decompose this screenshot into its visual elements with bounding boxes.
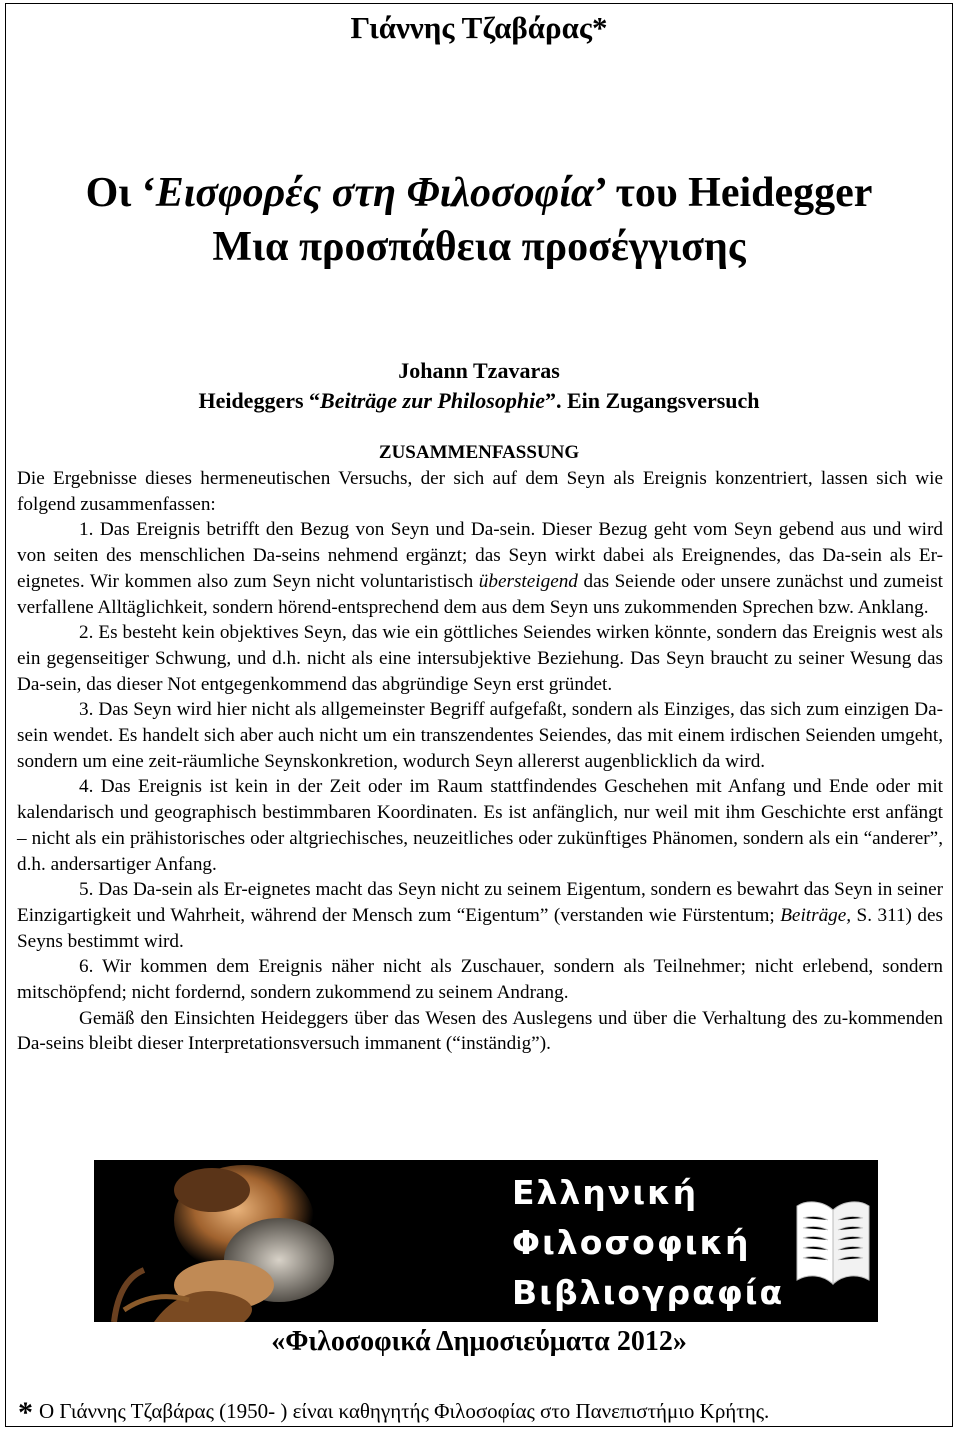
german-title	[6, 386, 952, 416]
title-suffix: ’ του Heidegger	[594, 170, 873, 216]
abstract-point-1	[17, 517, 943, 620]
point-1-text-b: das Seiende oder unsere zunächst und zumeist verfallene Alltäglichkeit, sondern hörend-entsprechend dem aus dem Seyn uns zukommenden Sprechen bzw. Anklang.	[17, 570, 943, 618]
abstract-point-5	[17, 877, 943, 954]
german-title-prefix: Heideggers “	[198, 388, 321, 413]
footnote-text: Ο Γιάννης Τζαβάρας (1950- ) είναι καθηγητής Φιλοσοφίας στο Πανεπιστήμιο Κρήτης.	[39, 1399, 770, 1423]
footnote-marker: *	[18, 1396, 33, 1429]
german-heading	[6, 356, 952, 416]
greek-title	[6, 166, 952, 274]
open-book-icon	[794, 1196, 872, 1288]
abstract-conclusion: Gemäß den Einsichten Heideggers über das Wesen des Auslegens und über die Verhaltung des zu-kommenden Da-seins bleibt dieser Interpretationsversuch immanent (“inständig”).	[17, 1007, 943, 1055]
banner-line-2: Φιλοσοφική	[512, 1223, 751, 1262]
author-greek: Γιάννης Τζαβάρας*	[350, 10, 608, 45]
banner-text	[512, 1168, 812, 1318]
bibliography-banner	[94, 1160, 878, 1322]
german-title-italic: Beiträge zur Philosophie	[320, 388, 545, 413]
point-5-text-a: 5. Das Da-sein als Er-eignetes macht das Seyn nicht zu seinem Eigentum, sondern es bewahrt das Seyn in seiner Einzigartigkeit und Wahrheit, während der Mensch zum “Eigentum” (verstanden wie Fürstentum;	[17, 879, 943, 926]
banner-line-1: Ελληνική	[512, 1173, 699, 1212]
document-page	[5, 3, 953, 1427]
publication-series: «Φιλοσοφικά Δημοσιεύματα 2012»	[271, 1326, 687, 1357]
title-italic: Εισφορές στη Φιλοσοφία	[155, 170, 595, 216]
point-1-italic: übersteigend	[478, 570, 578, 592]
point-1-text-a: 1. Das Ereignis betrifft den Bezug von Seyn und Da-sein. Dieser Bezug geht vom Seyn gebend aus und wird von seiten des menschlichen Da-seins nehmend ergänzt; das Seyn wirkt dabei als Ereignendes, das Da-sein als Er-eignetes. Wir kommen also zum Seyn nicht voluntaristisch	[17, 519, 943, 592]
german-title-suffix: ”. Ein Zugangsversuch	[544, 388, 760, 413]
greek-title-line2: Μια προσπάθεια προσέγγισης	[212, 224, 746, 270]
abstract-point-3: 3. Das Seyn wird hier nicht als allgemeinster Begriff aufgefaßt, sondern als Einziges, das sich zum einzigen Da-sein wendet. Es handelt sich aber auch nicht um ein transzendentes Seiendes, das mit einem irdischen Seienden umgeht, sondern um eine zeit-räumliche Seynskonkretion, wodurch Seyn allererst augenblicklich da wird.	[17, 699, 943, 772]
greek-title-line1	[6, 166, 952, 220]
title-prefix: Οι ‘	[85, 170, 156, 216]
abstract-intro: Die Ergebnisse dieses hermeneutischen Versuchs, der sich auf dem Seyn als Ereignis konzentriert, lassen sich wie folgend zusammenfassen:	[17, 468, 943, 515]
point-5-italic: Beiträge,	[780, 904, 852, 926]
footnote	[18, 1396, 944, 1429]
abstract-point-2: 2. Es besteht kein objektives Seyn, das wie ein göttliches Seiendes wirken könnte, sondern das Ereignis west als ein gegenseitiger Schwung, und d.h. nicht als eine intersubjektive Beziehung. Das Seyn braucht zu seiner Wesung das Da-sein, das dieser Not entgegenkommend das abgründige Seyn erst gründet.	[17, 622, 943, 695]
abstract-heading: ZUSAMMENFASSUNG	[378, 442, 580, 463]
abstract-body	[17, 466, 943, 1057]
abstract-point-4: 4. Das Ereignis ist kein in der Zeit oder im Raum stattfindendes Geschehen mit Anfang und Ende oder mit kalendarisch und geographisch bestimmbaren Koordinaten. Es ist anfänglich, nur weil mit ihm Geschichte erst anfängt – nicht als ein prähistorisches oder altgriechisches, neuzeitliches oder zukünftiges Phänomen, sondern als ein “anderer”, d.h. andersartiger Anfang.	[17, 776, 943, 875]
german-author: Johann Tzavaras	[398, 358, 560, 383]
banner-line-3: Βιβλιογραφία	[512, 1273, 785, 1312]
abstract-point-6: 6. Wir kommen dem Ereignis näher nicht als Zuschauer, sondern als Teilnehmer; nicht erlebend, sondern mitschöpfend; nicht fordernd, sondern zukommend zu seinem Andrang.	[17, 956, 943, 1004]
point-5-text-b: S. 311) des Seyns bestimmt wird.	[17, 904, 943, 952]
thinking-philosopher-painting-icon	[94, 1160, 424, 1322]
